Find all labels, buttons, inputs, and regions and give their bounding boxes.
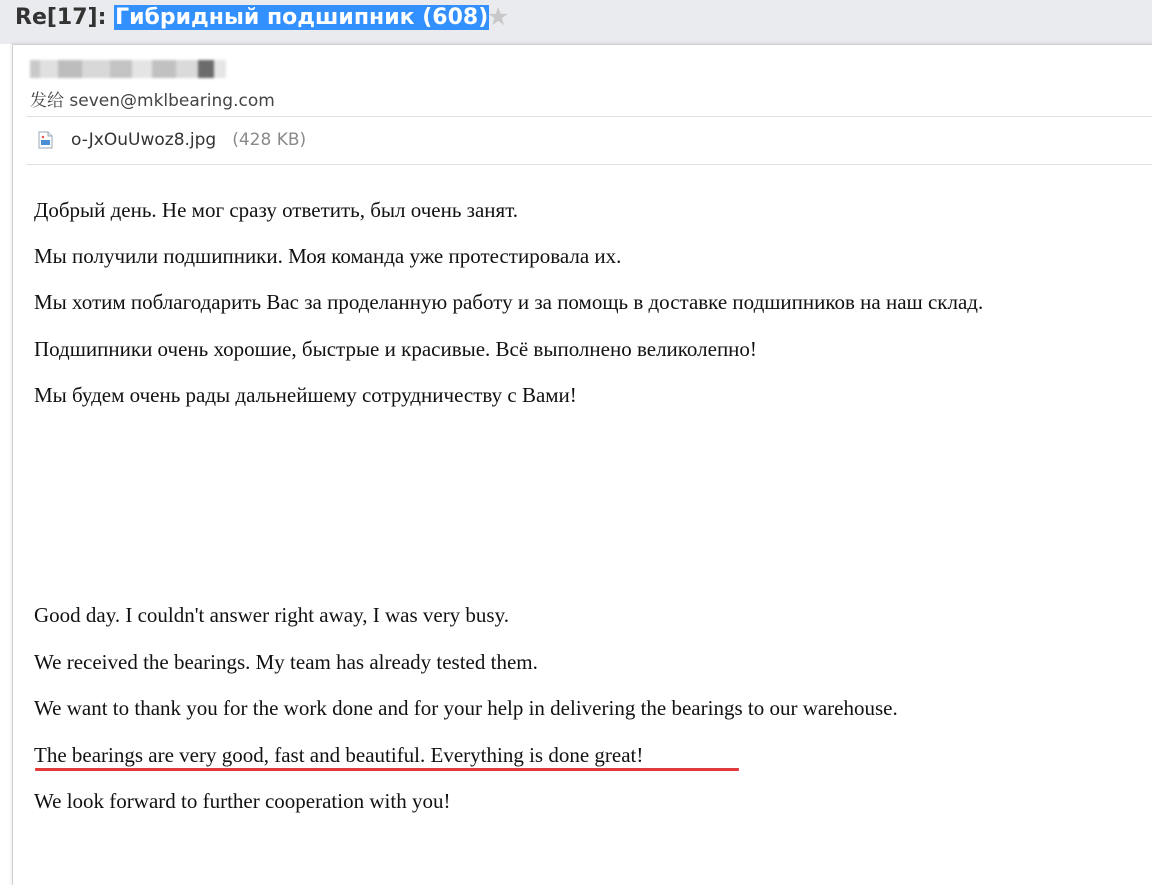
body-line-en-2: We received the bearings. My team has already tested them.	[34, 650, 538, 674]
header-divider	[26, 116, 1152, 117]
body-line-en-1: Good day. I couldn't answer right away, I was very busy.	[34, 603, 509, 627]
email-subject	[15, 4, 489, 32]
star-icon[interactable]: ★	[487, 2, 510, 31]
body-line-ru-4: Подшипники очень хорошие, быстрые и красивые. Всё выполнено великолепно!	[34, 337, 757, 361]
body-line-ru-1: Добрый день. Не мог сразу ответить, был очень занят.	[34, 198, 519, 222]
body-line-ru-2: Мы получили подшипники. Моя команда уже протестировала их.	[34, 244, 622, 268]
body-line-en-3: We want to thank you for the work done and for your help in delivering the bearings to our warehouse.	[34, 696, 898, 720]
body-line-ru-5: Мы будем очень рады дальнейшему сотрудничеству с Вами!	[34, 383, 577, 407]
attachment-size: (428 KB)	[232, 130, 307, 150]
body-line-en-5: We look forward to further cooperation with you!	[34, 789, 451, 813]
body-line-en-4: The bearings are very good, fast and beautiful. Everything is done great!	[34, 743, 644, 767]
subject-bar	[0, 0, 1152, 44]
recipient-line: 发给 seven@mklbearing.com	[30, 91, 275, 111]
attachment-item[interactable]	[38, 128, 306, 152]
subject-prefix: Re[17]:	[15, 5, 107, 30]
red-underline-annotation	[35, 768, 739, 771]
body-line-ru-3: Мы хотим поблагодарить Вас за проделанную работу и за помощь в доставке подшипников на наш склад.	[34, 290, 984, 314]
attachment-filename[interactable]: o-JxOuUwoz8.jpg	[71, 130, 217, 150]
sender-name-redacted	[30, 60, 226, 78]
image-file-icon	[38, 131, 53, 149]
subject-highlighted: Гибридный подшипник (608)	[115, 5, 489, 30]
attachment-divider	[26, 164, 1152, 165]
